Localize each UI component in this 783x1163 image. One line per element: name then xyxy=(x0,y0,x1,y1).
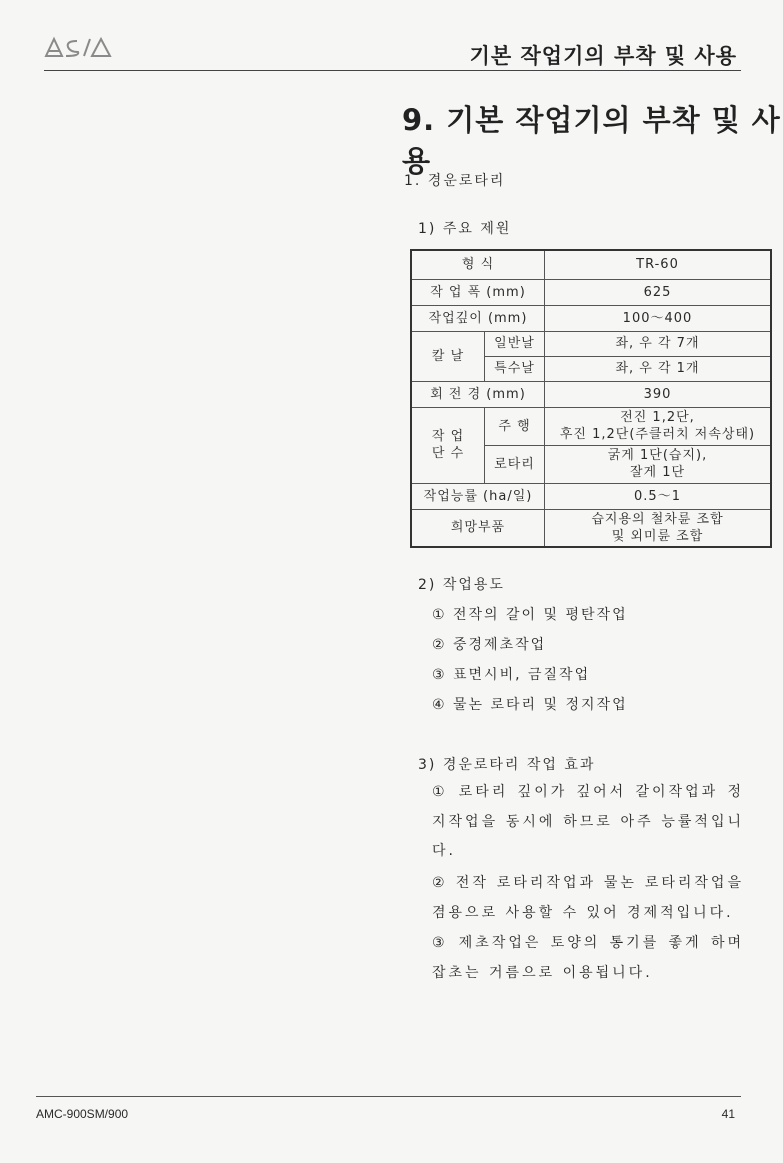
table-cell: 희망부품 xyxy=(411,509,545,547)
header-title: 기본 작업기의 부착 및 사용 xyxy=(469,44,737,68)
table-cell: 작 업 폭 (mm) xyxy=(411,279,545,305)
table-row xyxy=(411,250,771,279)
table-cell: TR-60 xyxy=(545,250,772,279)
table-cell: 좌, 우 각 7개 xyxy=(545,331,772,356)
table-row xyxy=(411,381,771,407)
footer-model: AMC-900SM/900 xyxy=(36,1107,129,1121)
table-cell: 습지용의 철차륜 조합 및 외미륜 조합 xyxy=(545,509,772,547)
table-cell: 좌, 우 각 1개 xyxy=(545,356,772,381)
table-row xyxy=(411,305,771,331)
asia-logo xyxy=(44,36,112,62)
table-cell: 로타리 xyxy=(485,445,545,483)
list-item: ① 전작의 갈이 및 평탄작업 xyxy=(432,607,628,623)
table-cell: 일반날 xyxy=(485,331,545,356)
table-cell: 0.5～1 xyxy=(545,483,772,509)
footer-divider xyxy=(36,1096,741,1097)
table-row xyxy=(411,279,771,305)
table-row xyxy=(411,483,771,509)
list-item: ② 전작 로타리작업과 물논 로타리작업을 겸용으로 사용할 수 있어 경제적입니다. xyxy=(432,875,744,921)
list-item: ③ 제초작업은 토양의 통기를 좋게 하며 잡초는 거름으로 이용됩니다. xyxy=(432,935,744,981)
list-item: ① 로타리 깊이가 깊어서 갈이작업과 정지작업을 동시에 하므로 아주 능률적입니다. xyxy=(432,784,744,859)
header-divider xyxy=(44,70,741,71)
effects-heading: 3) 경운로타리 작업 효과 xyxy=(418,757,596,773)
table-cell: 회 전 경 (mm) xyxy=(411,381,545,407)
table-cell: 굵게 1단(습지), 잘게 1단 xyxy=(545,445,772,483)
table-cell: 100～400 xyxy=(545,305,772,331)
table-row xyxy=(411,331,771,356)
table-cell: 전진 1,2단, 후진 1,2단(주클러치 저속상태) xyxy=(545,407,772,445)
table-cell: 390 xyxy=(545,381,772,407)
table-cell: 형 식 xyxy=(411,250,545,279)
page-number: 41 xyxy=(721,1107,735,1121)
spec-table xyxy=(410,249,772,548)
list-item: ③ 표면시비, 금질작업 xyxy=(432,667,591,683)
list-item: ② 중경제초작업 xyxy=(432,637,547,653)
section-heading: 1. 경운로타리 xyxy=(404,173,506,189)
table-cell: 작업능률 (ha/일) xyxy=(411,483,545,509)
table-cell: 625 xyxy=(545,279,772,305)
table-row xyxy=(411,407,771,445)
table-cell: 주 행 xyxy=(485,407,545,445)
table-cell: 작업깊이 (mm) xyxy=(411,305,545,331)
table-cell: 칼 날 xyxy=(411,331,485,381)
table-cell: 특수날 xyxy=(485,356,545,381)
uses-heading: 2) 작업용도 xyxy=(418,577,505,593)
table-row xyxy=(411,509,771,547)
specs-heading: 1) 주요 제원 xyxy=(418,221,512,237)
list-item: ④ 물논 로타리 및 정지작업 xyxy=(432,697,628,713)
page-title: 9. 기본 작업기의 부착 및 사용 xyxy=(402,103,781,178)
table-cell: 작 업 단 수 xyxy=(411,407,485,483)
